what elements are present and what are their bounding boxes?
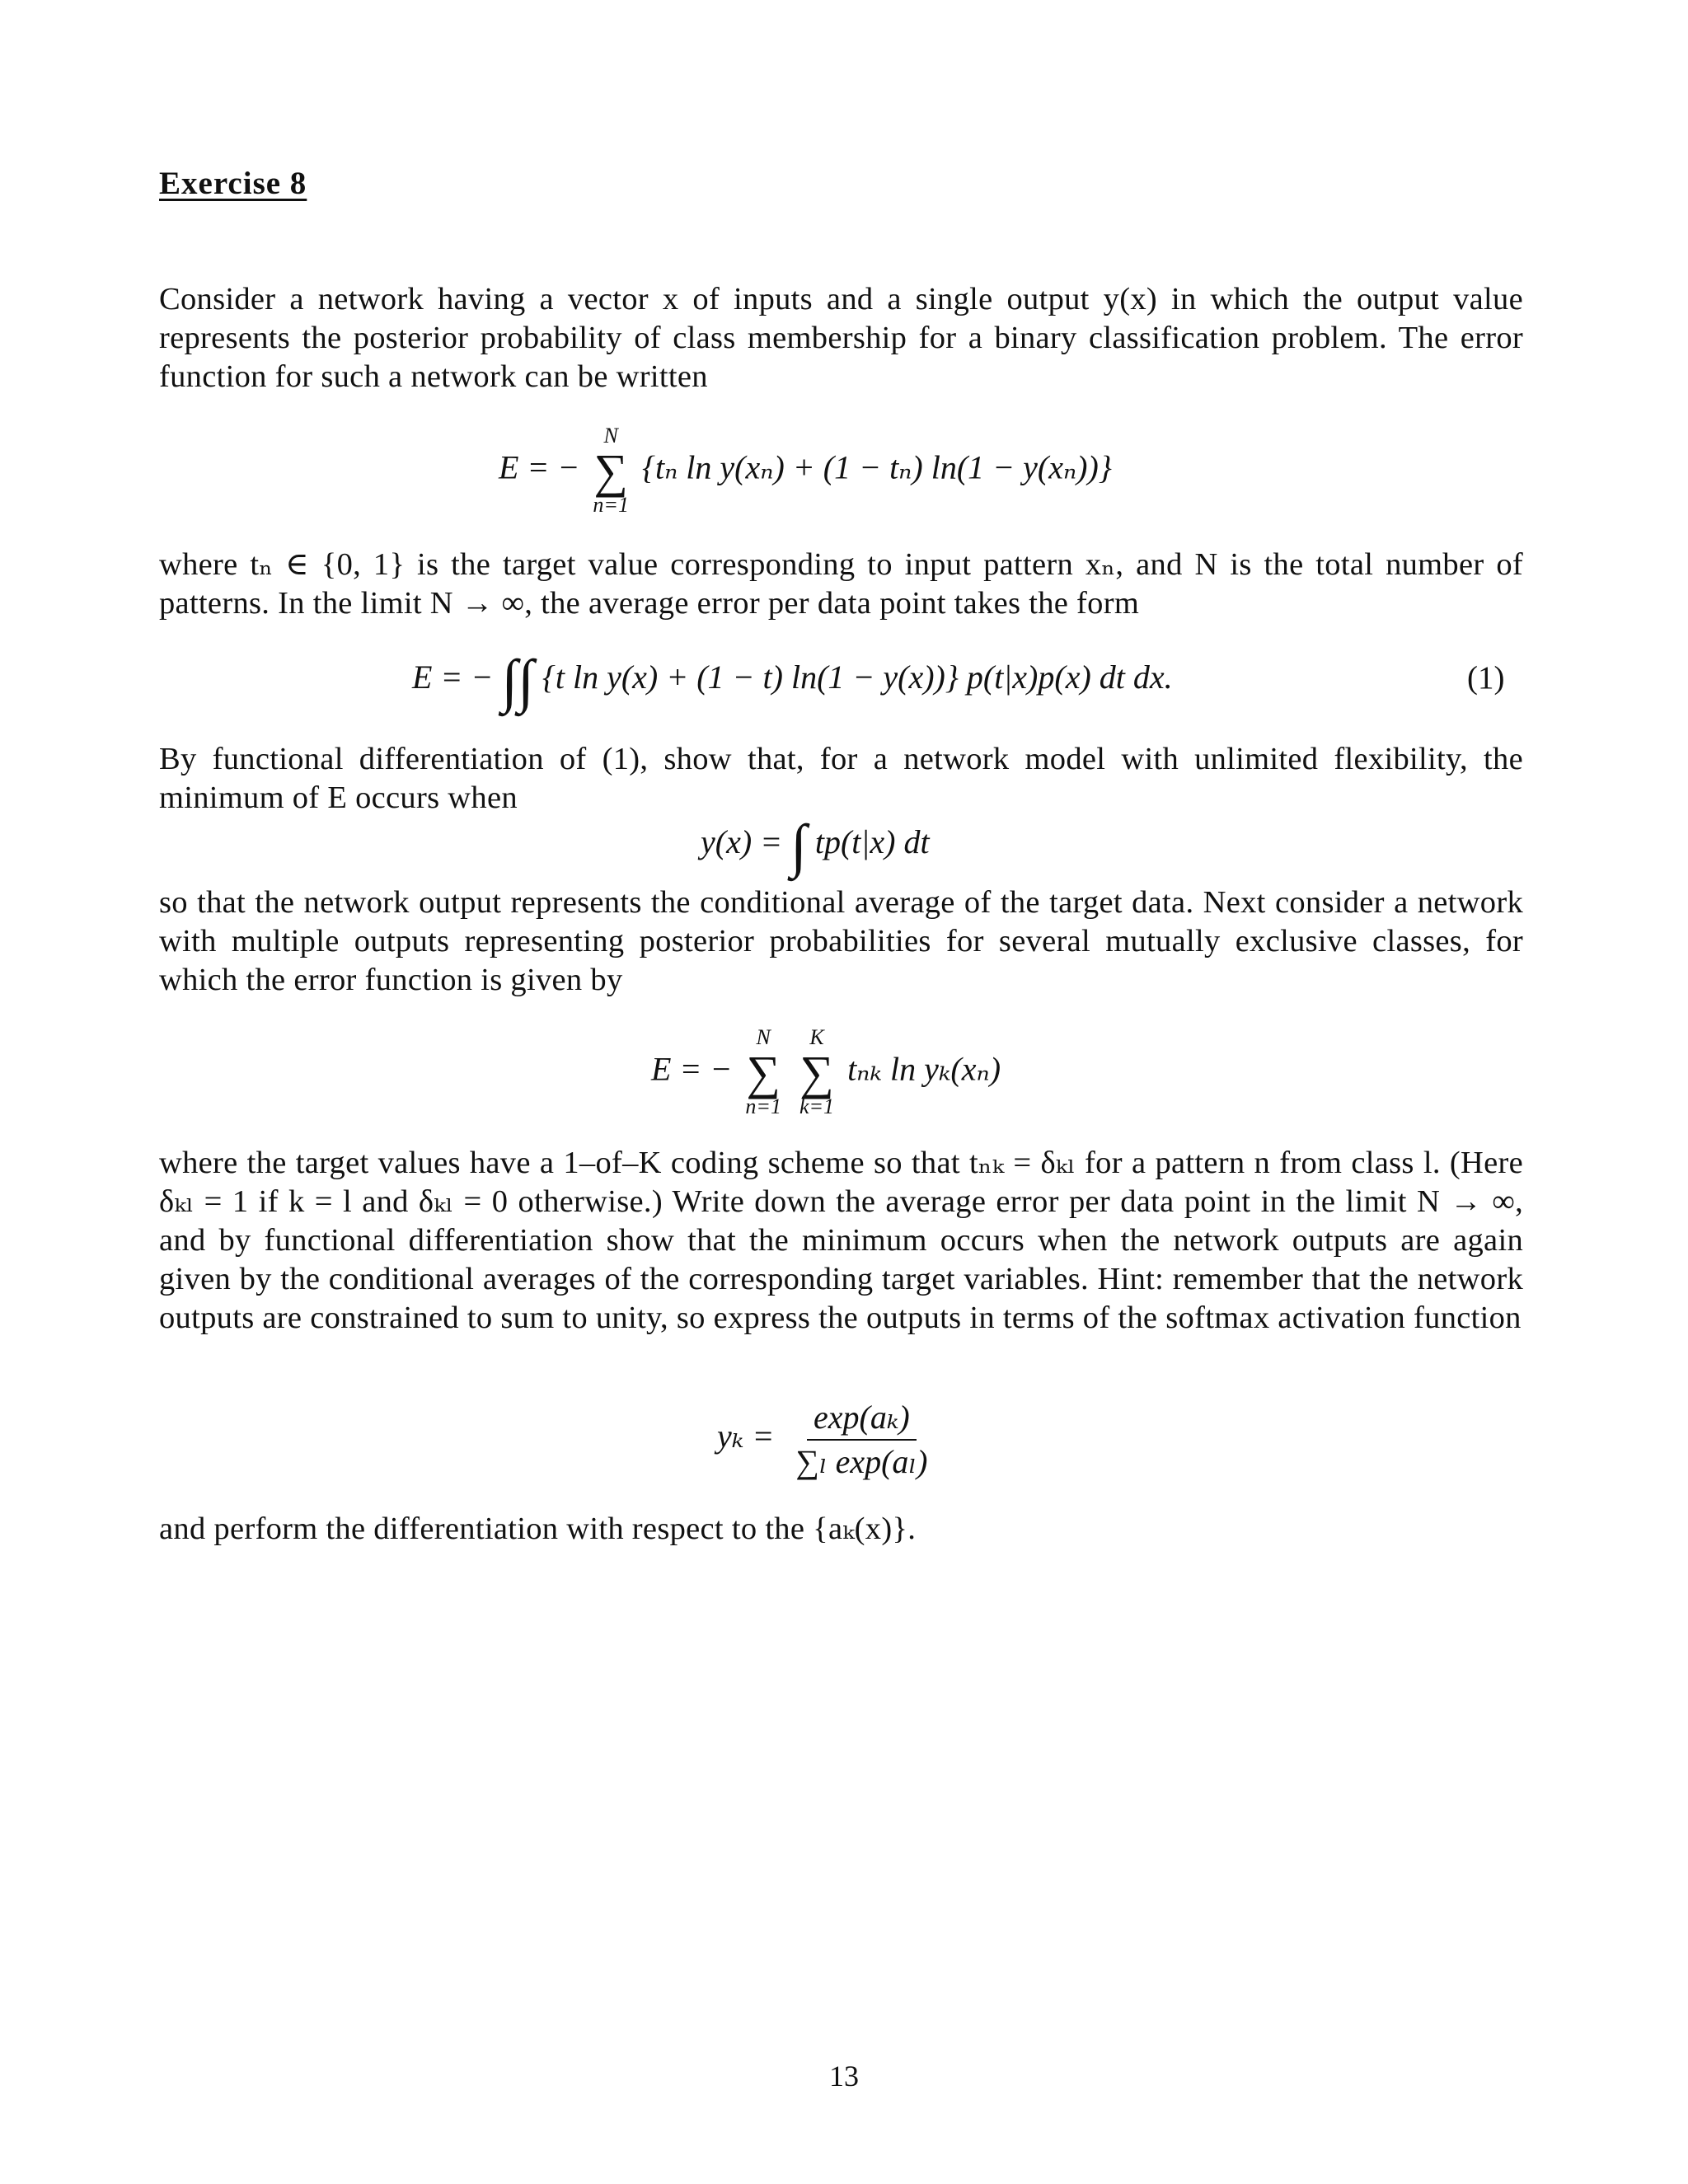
equation-lhs: y(x) = xyxy=(701,823,783,861)
page-number: 13 xyxy=(829,2060,859,2093)
paragraph-differentiation: and perform the differentiation with respect to the {aₖ(x)}. xyxy=(159,1511,917,1546)
sum-operator-k: K ∑ k=1 xyxy=(799,1025,835,1118)
equation-lhs: yₖ = xyxy=(717,1418,775,1455)
paragraph-intro: Consider a network having a vector x of inputs and a single output y(x) in which the output value represents the posterior probability of class membership for a binary classification problem. The error function for such a network can be written xyxy=(159,282,1523,394)
equation-error-binary xyxy=(499,424,1112,517)
equation-lhs: E = − xyxy=(651,1050,733,1088)
paragraph-multiple-outputs: so that the network output represents the conditional average of the target data. Next consider a network with multiple outputs representing posterior probabilities for several mutually exclusive classes, for which the error function is given by xyxy=(159,885,1523,997)
sum-upper-limit: K xyxy=(809,1025,824,1049)
equation-conditional-average xyxy=(701,813,930,879)
equation-body: tp(t|x) dt xyxy=(814,823,930,861)
equation-lhs: E = − xyxy=(499,448,580,486)
equation-body: {t ln y(x) + (1 − t) ln(1 − y(x))} p(t|x)p(x) dt dx. xyxy=(542,658,1173,696)
sum-operator: N ∑ n=1 xyxy=(593,424,629,517)
exercise-heading: Exercise 8 xyxy=(159,166,307,201)
paragraph-target-values: where tₙ ∈ {0, 1} is the target value corresponding to input pattern xₙ, and N is the total number of patterns. In the limit N → ∞, the average error per data point takes the form xyxy=(159,547,1523,621)
equation-softmax xyxy=(717,1401,940,1479)
equation-number: (1) xyxy=(1467,660,1505,696)
fraction-denominator: ∑ₗ exp(aₗ) xyxy=(795,1443,928,1480)
sum-operator-n: N ∑ n=1 xyxy=(745,1025,781,1118)
equation-body: {tₙ ln y(xₙ) + (1 − tₙ) ln(1 − y(xₙ))} xyxy=(641,448,1112,486)
sum-lower-limit: n=1 xyxy=(593,492,629,517)
sum-lower-limit: k=1 xyxy=(799,1094,835,1118)
double-integral-symbol: ∫∫ xyxy=(501,648,534,714)
equation-lhs: E = − xyxy=(412,658,494,696)
equation-error-multiclass xyxy=(651,1026,1001,1118)
paragraph-functional-differentiation: By functional differentiation of (1), show that, for a network model with unlimited flexibility, the minimum of E occurs when xyxy=(159,742,1523,815)
paragraph-coding-scheme: where the target values have a 1–of–K coding scheme so that tₙₖ = δₖₗ for a pattern n from class l. (Here δₖₗ = 1 if k = l and δₖₗ = 0 otherwise.) Write down the average error per data point in the limit N → ∞, and by functional differentiation show that the minimum occurs when the network outputs are again given by the conditional averages of the corresponding target variables. Hint: remember that the network outputs are constrained to sum to unity, so express the outputs in terms of the softmax activation function xyxy=(159,1146,1523,1335)
sum-upper-limit: N xyxy=(603,424,618,448)
integral-symbol: ∫ xyxy=(790,813,807,879)
sum-upper-limit: N xyxy=(756,1025,771,1049)
fraction-numerator: exp(aₖ) xyxy=(807,1401,917,1441)
sum-lower-limit: n=1 xyxy=(745,1094,781,1118)
equation-average-error xyxy=(412,648,1173,714)
softmax-fraction xyxy=(789,1401,934,1479)
equation-body: tₙₖ ln yₖ(xₙ) xyxy=(847,1050,1001,1088)
